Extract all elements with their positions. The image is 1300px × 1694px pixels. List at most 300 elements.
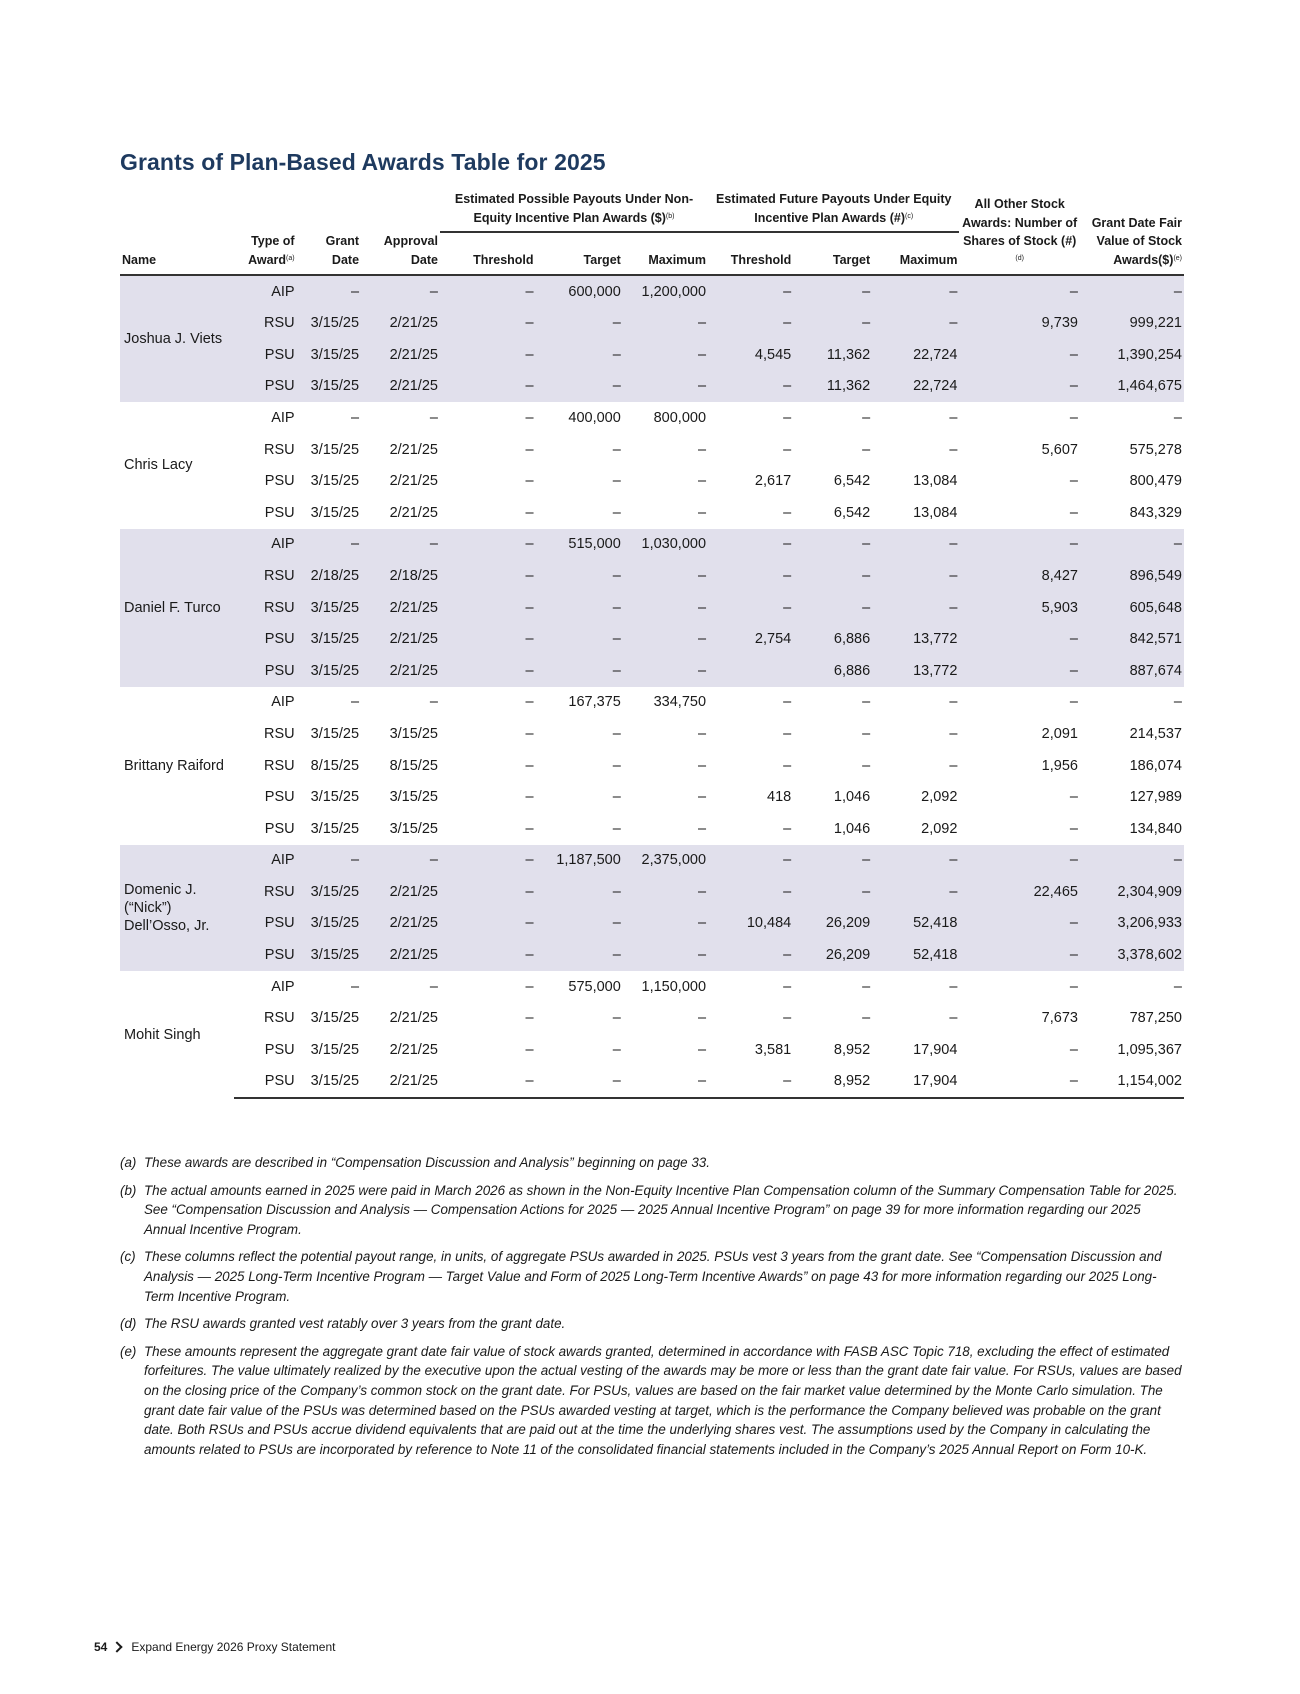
table-cell: –: [536, 623, 623, 655]
table-cell: PSU: [234, 1066, 296, 1099]
footnote: [120, 1342, 1184, 1460]
table-cell: 22,465: [959, 876, 1080, 908]
table-cell: RSU: [263, 725, 295, 742]
header-equity-target: Target: [793, 232, 872, 274]
table-row: [120, 876, 1184, 908]
table-cell: –: [959, 655, 1080, 687]
table-cell: 2/21/25: [361, 339, 440, 371]
table-cell: 2/21/25: [361, 908, 440, 940]
table-cell: –: [708, 529, 793, 561]
table-cell: –: [793, 876, 872, 908]
table-cell: –: [949, 725, 958, 742]
table-cell: –: [525, 978, 534, 995]
table-cell: –: [959, 908, 1080, 940]
table-cell: –: [612, 441, 621, 458]
table-cell: –: [697, 820, 707, 837]
table-cell: 22,724: [872, 339, 959, 371]
table-cell: 6,886: [793, 655, 872, 687]
table-cell: 1,046: [833, 789, 871, 806]
table-cell: –: [872, 560, 959, 592]
table-cell: 2/21/25: [389, 504, 438, 521]
table-cell: AIP: [234, 529, 296, 561]
table-cell: 3,581: [754, 1041, 792, 1058]
table-cell: –: [959, 939, 1080, 971]
table-cell: –: [623, 876, 708, 908]
table-cell: 26,209: [793, 908, 872, 940]
table-cell: –: [783, 820, 792, 837]
table-row: [120, 592, 1184, 624]
table-row: [120, 750, 1184, 782]
table-row: [120, 718, 1184, 750]
table-cell: 8,952: [793, 1066, 872, 1099]
header-grant-date: Grant Date: [297, 232, 361, 274]
table-cell: 3/15/25: [297, 655, 361, 687]
table-cell: 17,904: [872, 1066, 959, 1099]
table-cell: 2,304,909: [1080, 876, 1184, 908]
table-cell: PSU: [264, 820, 295, 837]
table-cell: 214,537: [1129, 725, 1182, 742]
table-cell: –: [350, 694, 360, 711]
table-cell: RSU: [263, 1010, 295, 1027]
header-equity-maximum: Maximum: [872, 232, 959, 274]
table-cell: 3/15/25: [389, 820, 438, 837]
table-cell: –: [708, 560, 793, 592]
table-cell: –: [783, 441, 792, 458]
table-cell: 1,150,000: [641, 978, 707, 995]
table-cell: –: [949, 409, 958, 426]
table-cell: –: [783, 757, 792, 774]
table-cell: 6,542: [833, 504, 871, 521]
header-fair-value: Grant Date Fair Value of Stock Awards($)$^{(e)}$: [1080, 190, 1184, 275]
table-cell: 8,952: [833, 1041, 871, 1058]
table-cell: –: [697, 441, 707, 458]
table-row: [120, 623, 1184, 655]
table-cell: –: [440, 939, 536, 971]
table-cell: –: [440, 275, 536, 308]
table-cell: –: [612, 504, 621, 521]
table-cell: –: [525, 1010, 534, 1027]
table-cell: –: [1173, 694, 1182, 711]
table-cell: AIP: [271, 694, 295, 711]
executive-group: [120, 845, 1184, 971]
footnote-text: The RSU awards granted vest ratably over 3 years from the grant date.: [144, 1316, 566, 1332]
table-cell: –: [350, 978, 360, 995]
table-cell: –: [623, 339, 708, 371]
table-cell: –: [708, 939, 793, 971]
table-cell: 2/18/25: [297, 560, 361, 592]
table-cell: –: [612, 789, 621, 806]
executive-group: [120, 971, 1184, 1098]
table-cell: 13,772: [872, 655, 959, 687]
header-all-other-stock: All Other Stock Awards: Number of Shares of Stock (#)$^{(d)}$: [959, 190, 1080, 275]
table-cell: –: [440, 339, 536, 371]
table-cell: 2,091: [1041, 725, 1078, 742]
table-cell: –: [440, 655, 536, 687]
footnote-label: (d): [120, 1316, 137, 1332]
header-approval-date: Approval Date: [361, 232, 440, 274]
table-cell: 3/15/25: [310, 1010, 360, 1027]
table-cell: 6,542: [833, 473, 871, 490]
table-cell: –: [612, 725, 621, 742]
table-cell: –: [1069, 409, 1078, 426]
footnote-text: These columns reflect the potential payout range, in units, of aggregate PSUs awarded in 2025. PSUs vest 3 years from the grant date. See “Compensation Discussion and Analysis — 2025 Long-Term Incentive Program — Target Value and Form of 2025 Long-Term Incentive Awards” on page 43 for more information regarding our 2025 Long-Term Incentive Program.: [144, 1249, 1162, 1304]
table-cell: –: [708, 371, 793, 403]
table-cell: 1,200,000: [623, 275, 708, 308]
table-row: [120, 687, 1184, 719]
table-cell: –: [1173, 978, 1182, 995]
table-cell: 800,000: [653, 409, 707, 426]
table-cell: 3,206,933: [1080, 908, 1184, 940]
table-cell: 1,464,675: [1080, 371, 1184, 403]
table-cell: 2,092: [921, 789, 958, 806]
table-cell: –: [697, 757, 707, 774]
table-cell: 3/15/25: [310, 473, 360, 490]
table-cell: –: [793, 845, 872, 877]
table-cell: –: [949, 757, 958, 774]
table-row: [120, 939, 1184, 971]
table-cell: –: [536, 655, 623, 687]
table-cell: 1,956: [1041, 757, 1078, 774]
executive-name: Chris Lacy: [124, 457, 193, 474]
table-cell: 2/21/25: [361, 371, 440, 403]
table-cell: PSU: [234, 655, 296, 687]
table-cell: PSU: [234, 939, 296, 971]
table-cell: 1,390,254: [1080, 339, 1184, 371]
table-cell: 167,375: [568, 694, 621, 711]
table-cell: 605,648: [1080, 592, 1184, 624]
table-cell: 3/15/25: [297, 1066, 361, 1099]
table-cell: –: [1173, 409, 1182, 426]
table-cell: –: [959, 1066, 1080, 1099]
table-cell: 2/21/25: [361, 623, 440, 655]
table-cell: –: [623, 560, 708, 592]
table-cell: –: [793, 275, 872, 308]
table-cell: 887,674: [1080, 655, 1184, 687]
table-cell: –: [525, 694, 534, 711]
table-cell: 600,000: [536, 275, 623, 308]
footnote-label: (b): [120, 1182, 137, 1198]
table-cell: –: [872, 592, 959, 624]
table-cell: PSU: [234, 371, 296, 403]
table-cell: 52,418: [872, 908, 959, 940]
header-non-equity-threshold: Threshold: [440, 232, 536, 274]
table-cell: –: [536, 876, 623, 908]
table-cell: –: [697, 1010, 707, 1027]
table-cell: –: [525, 820, 534, 837]
table-cell: 5,903: [959, 592, 1080, 624]
header-name: Name: [120, 232, 234, 274]
table-cell: –: [959, 623, 1080, 655]
footnote-text: These awards are described in “Compensation Discussion and Analysis” beginning on page 33.: [144, 1155, 710, 1170]
table-cell: 22,724: [872, 371, 959, 403]
table-cell: –: [536, 908, 623, 940]
table-cell: 8/15/25: [389, 757, 438, 774]
table-cell: 515,000: [536, 529, 623, 561]
table-cell: –: [872, 307, 959, 339]
table-cell: –: [429, 978, 438, 995]
table-cell: 9,739: [959, 307, 1080, 339]
table-cell: 3/15/25: [297, 939, 361, 971]
table-cell: 3/15/25: [297, 307, 361, 339]
table-row: [120, 971, 1184, 1003]
table-cell: 2/21/25: [361, 939, 440, 971]
footnote-label: (a): [120, 1155, 137, 1170]
executive-name: Joshua J. Viets: [120, 275, 234, 402]
table-cell: –: [708, 876, 793, 908]
table-cell: –: [862, 441, 871, 458]
footnote-label: (e): [120, 1343, 137, 1359]
table-cell: –: [862, 725, 871, 742]
table-cell: –: [297, 845, 361, 877]
table-cell: –: [1069, 694, 1078, 711]
table-cell: –: [697, 1041, 707, 1058]
table-cell: –: [536, 560, 623, 592]
page-footer: [94, 1640, 335, 1654]
table-cell: 787,250: [1129, 1010, 1182, 1027]
table-cell: –: [862, 757, 871, 774]
publication-title: Expand Energy 2026 Proxy Statement: [131, 1640, 336, 1654]
footnote: [120, 1247, 1184, 1306]
table-cell: AIP: [234, 275, 296, 308]
table-cell: 52,418: [872, 939, 959, 971]
table-cell: –: [862, 694, 871, 711]
table-cell: 2/21/25: [361, 655, 440, 687]
table-cell: PSU: [234, 339, 296, 371]
table-cell: –: [525, 473, 534, 490]
table-cell: 13,084: [913, 504, 958, 521]
table-cell: PSU: [264, 473, 295, 490]
table-cell: –: [959, 845, 1080, 877]
table-cell: PSU: [234, 623, 296, 655]
table-cell: –: [862, 1010, 871, 1027]
table-cell: –: [949, 1010, 958, 1027]
table-cell: 8,427: [959, 560, 1080, 592]
table-cell: 1,187,500: [536, 845, 623, 877]
table-cell: –: [525, 757, 534, 774]
table-cell: –: [612, 1010, 621, 1027]
table-row: [120, 497, 1184, 529]
table-cell: –: [1069, 473, 1078, 490]
table-row: [120, 1034, 1184, 1066]
table-cell: AIP: [271, 409, 295, 426]
header-type-of-award: Type of Award$^{(a)}$: [234, 232, 296, 274]
table-cell: 1,046: [833, 820, 871, 837]
footnote-text: These amounts represent the aggregate grant date fair value of stock awards granted, determined in accordance with FASB ASC Topic 718, excluding the effect of estimated forfeitures. The value ultimately realized by the executive upon the actual vesting of the awards may be more or less than the grant date fair value. For RSUs, values are based on the closing price of the Company’s common stock on the grant date. For PSUs, values are based on the fair market value determined by the Monte Carlo simulation. The grant date fair value of the PSUs was determined based on the PSUs awarded vesting at target, which is the performance the Company believed was probable on the grant date. Both RSUs and PSUs accrue dividend equivalents that are paid out at the time the underlying shares vest. The assumptions used by the Company in calculating the amounts related to PSUs are incorporated by reference to Note 11 of the consolidated financial statements included in the Company’s 2025 Annual Report on Form 10-K.: [144, 1343, 1182, 1457]
table-cell: –: [959, 371, 1080, 403]
table-cell: –: [793, 307, 872, 339]
table-cell: –: [440, 908, 536, 940]
table-cell: –: [612, 757, 621, 774]
table-cell: –: [536, 592, 623, 624]
table-cell: 3/15/25: [389, 725, 438, 742]
table-cell: –: [1069, 978, 1078, 995]
table-cell: 127,989: [1129, 789, 1182, 806]
table-cell: 11,362: [793, 371, 872, 403]
table-cell: PSU: [234, 908, 296, 940]
table-cell: –: [959, 529, 1080, 561]
table-cell: –: [536, 339, 623, 371]
table-cell: –: [440, 371, 536, 403]
footnote: [120, 1181, 1184, 1240]
table-cell: 400,000: [568, 409, 621, 426]
table-cell: –: [297, 275, 361, 308]
table-row: [120, 434, 1184, 466]
table-cell: –: [1080, 275, 1184, 308]
table-cell: 17,904: [913, 1041, 958, 1058]
table-cell: 2/21/25: [389, 441, 438, 458]
table-cell: 5,607: [1041, 441, 1078, 458]
table-cell: –: [708, 1066, 793, 1099]
table-cell: –: [525, 725, 534, 742]
table-row: [120, 307, 1184, 339]
table-cell: –: [440, 876, 536, 908]
table-cell: 800,479: [1129, 473, 1182, 490]
table-cell: –: [793, 592, 872, 624]
table-cell: 7,673: [1041, 1010, 1078, 1027]
table-cell: 3/15/25: [297, 371, 361, 403]
table-cell: 3/15/25: [297, 908, 361, 940]
table-cell: –: [623, 908, 708, 940]
header-non-equity-maximum: Maximum: [623, 232, 708, 274]
table-cell: 3/15/25: [310, 504, 360, 521]
header-equity-group: Estimated Future Payouts Under Equity Incentive Plan Awards (#)$^{(c)}$: [708, 190, 959, 232]
table-row: [120, 339, 1184, 371]
table-cell: 2/21/25: [389, 1041, 438, 1058]
table-cell: 11,362: [793, 339, 872, 371]
table-cell: 1,154,002: [1080, 1066, 1184, 1099]
table-row: [120, 908, 1184, 940]
table-cell: 2,092: [921, 820, 958, 837]
table-cell: –: [623, 592, 708, 624]
table-cell: –: [949, 978, 958, 995]
table-cell: –: [612, 1041, 621, 1058]
table-row: [120, 1066, 1184, 1099]
executive-name: Mohit Singh: [124, 1026, 201, 1043]
table-cell: 3/15/25: [310, 820, 360, 837]
table-cell: –: [783, 504, 792, 521]
table-cell: 896,549: [1080, 560, 1184, 592]
table-cell: 6,886: [793, 623, 872, 655]
table-row: [120, 560, 1184, 592]
table-cell: –: [440, 845, 536, 877]
table-cell: AIP: [271, 978, 295, 995]
table-cell: –: [1069, 789, 1078, 806]
table-cell: –: [525, 1041, 534, 1058]
table-cell: –: [440, 1066, 536, 1099]
footnote: [120, 1314, 1184, 1334]
table-cell: –: [361, 529, 440, 561]
table-cell: –: [708, 307, 793, 339]
table-cell: –: [361, 845, 440, 877]
table-cell: 186,074: [1129, 757, 1182, 774]
table-cell: 1,095,367: [1117, 1041, 1182, 1058]
table-cell: 13,084: [913, 473, 958, 490]
table-cell: 3/15/25: [310, 1041, 360, 1058]
table-cell: –: [697, 789, 707, 806]
table-cell: –: [862, 409, 871, 426]
table-cell: 2,754: [708, 623, 793, 655]
table-cell: 3/15/25: [310, 441, 360, 458]
table-cell: –: [623, 939, 708, 971]
header-equity-threshold: Threshold: [708, 232, 793, 274]
table-cell: 10,484: [708, 908, 793, 940]
table-cell: RSU: [234, 592, 296, 624]
table-cell: 575,000: [568, 978, 621, 995]
page-number: 54: [94, 1640, 108, 1654]
table-cell: 13,772: [872, 623, 959, 655]
table-cell: –: [708, 592, 793, 624]
table-cell: 8/15/25: [310, 757, 360, 774]
table-cell: –: [1069, 820, 1078, 837]
table-cell: –: [783, 978, 792, 995]
table-cell: –: [440, 623, 536, 655]
header-non-equity-target: Target: [536, 232, 623, 274]
table-cell: –: [1069, 1041, 1078, 1058]
table-row: [120, 813, 1184, 845]
table-cell: –: [959, 339, 1080, 371]
table-cell: –: [949, 441, 958, 458]
executive-name: Brittany Raiford: [124, 757, 224, 774]
table-cell: –: [536, 939, 623, 971]
table-cell: –: [783, 694, 792, 711]
table-cell: –: [429, 409, 438, 426]
table-cell: 3/15/25: [297, 876, 361, 908]
table-cell: –: [793, 560, 872, 592]
table-cell: –: [429, 694, 438, 711]
table-cell: –: [350, 409, 360, 426]
table-cell: 3/15/25: [310, 789, 360, 806]
table-cell: 2/21/25: [361, 307, 440, 339]
header-non-equity-group: Estimated Possible Payouts Under Non-Equity Incentive Plan Awards ($)$^{(b)}$: [440, 190, 708, 232]
table-cell: –: [440, 592, 536, 624]
table-cell: –: [872, 845, 959, 877]
executive-group: [120, 275, 1184, 402]
table-cell: –: [536, 371, 623, 403]
table-cell: PSU: [264, 789, 295, 806]
table-cell: –: [697, 725, 707, 742]
footnotes: [120, 1153, 1184, 1467]
table-cell: 2,617: [754, 473, 792, 490]
table-cell: RSU: [234, 876, 296, 908]
table-cell: –: [623, 623, 708, 655]
table-cell: –: [536, 1066, 623, 1099]
table-cell: RSU: [234, 560, 296, 592]
table-cell: –: [440, 529, 536, 561]
executive-name: Daniel F. Turco: [120, 529, 234, 687]
table-cell: 418: [767, 789, 792, 806]
table-cell: 575,278: [1129, 441, 1182, 458]
table-cell: 999,221: [1080, 307, 1184, 339]
table-cell: 334,750: [653, 694, 707, 711]
table-cell: 2/21/25: [361, 592, 440, 624]
table-cell: RSU: [263, 441, 295, 458]
table-cell: –: [783, 409, 792, 426]
table-cell: –: [525, 441, 534, 458]
table-cell: 2/21/25: [389, 473, 438, 490]
table-cell: –: [623, 371, 708, 403]
table-cell: –: [536, 307, 623, 339]
table-cell: –: [612, 820, 621, 837]
table-cell: 1,030,000: [623, 529, 708, 561]
table-cell: –: [525, 504, 534, 521]
table-row: [120, 655, 1184, 687]
table-cell: –: [297, 529, 361, 561]
chevron-right-icon: [112, 1641, 123, 1652]
table-cell: 2/21/25: [361, 1066, 440, 1099]
table-cell: –: [623, 1066, 708, 1099]
table-cell: 842,571: [1080, 623, 1184, 655]
page-title: Grants of Plan-Based Awards Table for 2025: [120, 149, 606, 175]
